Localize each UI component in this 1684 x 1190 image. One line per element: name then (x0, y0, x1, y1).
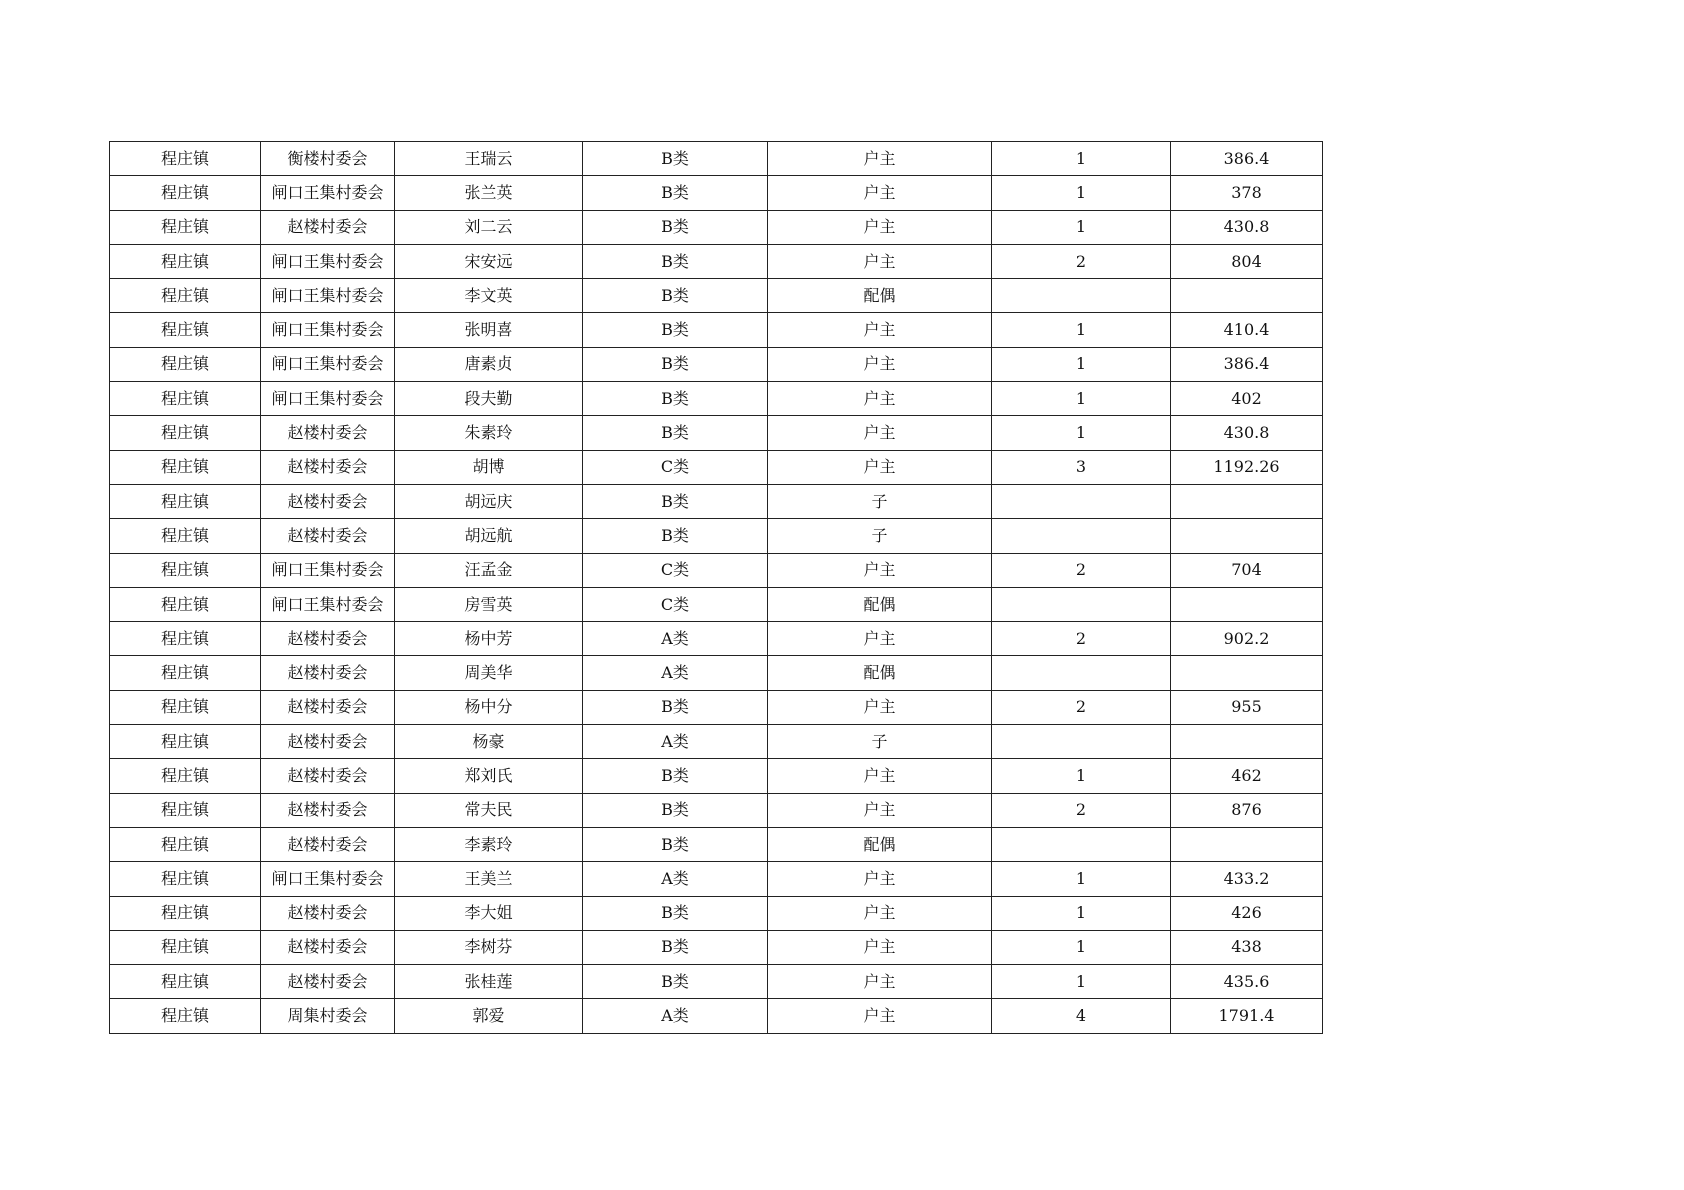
cell-relation: 户主 (768, 690, 992, 724)
cell-amount (1171, 519, 1323, 553)
cell-count: 3 (992, 450, 1171, 484)
cell-count: 2 (992, 793, 1171, 827)
cell-category: B类 (583, 759, 768, 793)
cell-amount (1171, 587, 1323, 621)
cell-category: B类 (583, 244, 768, 278)
cell-count (992, 827, 1171, 861)
cell-village: 闸口王集村委会 (261, 313, 395, 347)
cell-amount (1171, 827, 1323, 861)
cell-category: B类 (583, 484, 768, 518)
cell-town: 程庄镇 (110, 827, 261, 861)
cell-village: 闸口王集村委会 (261, 244, 395, 278)
table-row (110, 690, 1323, 724)
cell-relation: 配偶 (768, 587, 992, 621)
cell-town: 程庄镇 (110, 484, 261, 518)
cell-name: 李大姐 (395, 896, 583, 930)
cell-count (992, 519, 1171, 553)
cell-town: 程庄镇 (110, 519, 261, 553)
cell-relation: 户主 (768, 553, 992, 587)
cell-name: 杨中分 (395, 690, 583, 724)
cell-village: 赵楼村委会 (261, 484, 395, 518)
cell-village: 赵楼村委会 (261, 656, 395, 690)
cell-count (992, 725, 1171, 759)
cell-village: 赵楼村委会 (261, 793, 395, 827)
cell-category: B类 (583, 347, 768, 381)
cell-amount: 462 (1171, 759, 1323, 793)
table-body (110, 142, 1323, 1034)
cell-name: 段夫勤 (395, 382, 583, 416)
cell-category: B类 (583, 896, 768, 930)
cell-name: 房雪英 (395, 587, 583, 621)
cell-village: 闸口王集村委会 (261, 176, 395, 210)
cell-village: 赵楼村委会 (261, 519, 395, 553)
cell-amount: 704 (1171, 553, 1323, 587)
table-row (110, 656, 1323, 690)
cell-category: B类 (583, 519, 768, 553)
table-row (110, 347, 1323, 381)
cell-name: 朱素玲 (395, 416, 583, 450)
cell-count: 1 (992, 862, 1171, 896)
cell-count (992, 656, 1171, 690)
cell-name: 张明喜 (395, 313, 583, 347)
cell-category: B类 (583, 930, 768, 964)
cell-relation: 配偶 (768, 827, 992, 861)
table-row (110, 176, 1323, 210)
cell-relation: 户主 (768, 965, 992, 999)
cell-amount (1171, 725, 1323, 759)
cell-name: 李素玲 (395, 827, 583, 861)
cell-town: 程庄镇 (110, 587, 261, 621)
cell-name: 郑刘氏 (395, 759, 583, 793)
cell-town: 程庄镇 (110, 176, 261, 210)
cell-category: B类 (583, 176, 768, 210)
cell-village: 赵楼村委会 (261, 896, 395, 930)
cell-relation: 户主 (768, 313, 992, 347)
cell-name: 杨中芳 (395, 622, 583, 656)
cell-relation: 户主 (768, 210, 992, 244)
cell-count: 1 (992, 347, 1171, 381)
table-row (110, 999, 1323, 1033)
cell-name: 汪孟金 (395, 553, 583, 587)
cell-count: 1 (992, 416, 1171, 450)
cell-category: A类 (583, 656, 768, 690)
cell-count: 1 (992, 759, 1171, 793)
table-row (110, 930, 1323, 964)
cell-town: 程庄镇 (110, 793, 261, 827)
cell-village: 赵楼村委会 (261, 690, 395, 724)
cell-category: A类 (583, 862, 768, 896)
cell-amount: 386.4 (1171, 142, 1323, 176)
cell-category: B类 (583, 313, 768, 347)
cell-category: B类 (583, 793, 768, 827)
cell-relation: 配偶 (768, 656, 992, 690)
table-row (110, 587, 1323, 621)
cell-relation: 户主 (768, 450, 992, 484)
cell-name: 唐素贞 (395, 347, 583, 381)
cell-relation: 户主 (768, 896, 992, 930)
cell-count: 4 (992, 999, 1171, 1033)
cell-category: C类 (583, 587, 768, 621)
cell-name: 李文英 (395, 279, 583, 313)
table-row (110, 382, 1323, 416)
cell-village: 闸口王集村委会 (261, 587, 395, 621)
table-row (110, 244, 1323, 278)
cell-village: 闸口王集村委会 (261, 347, 395, 381)
table-row (110, 313, 1323, 347)
table-row (110, 793, 1323, 827)
cell-category: C类 (583, 553, 768, 587)
cell-count: 2 (992, 690, 1171, 724)
cell-village: 赵楼村委会 (261, 827, 395, 861)
cell-name: 周美华 (395, 656, 583, 690)
cell-amount: 430.8 (1171, 416, 1323, 450)
cell-count: 1 (992, 965, 1171, 999)
cell-village: 赵楼村委会 (261, 416, 395, 450)
cell-amount: 386.4 (1171, 347, 1323, 381)
cell-count: 2 (992, 553, 1171, 587)
cell-amount: 1192.26 (1171, 450, 1323, 484)
cell-name: 郭爱 (395, 999, 583, 1033)
cell-town: 程庄镇 (110, 142, 261, 176)
cell-relation: 户主 (768, 142, 992, 176)
cell-amount: 378 (1171, 176, 1323, 210)
cell-amount (1171, 656, 1323, 690)
cell-category: A类 (583, 725, 768, 759)
cell-name: 李树芬 (395, 930, 583, 964)
cell-village: 周集村委会 (261, 999, 395, 1033)
cell-amount: 426 (1171, 896, 1323, 930)
cell-category: A类 (583, 622, 768, 656)
cell-village: 闸口王集村委会 (261, 553, 395, 587)
table-row (110, 142, 1323, 176)
cell-count: 1 (992, 176, 1171, 210)
cell-town: 程庄镇 (110, 759, 261, 793)
cell-count (992, 279, 1171, 313)
cell-relation: 户主 (768, 930, 992, 964)
cell-relation: 户主 (768, 347, 992, 381)
cell-village: 赵楼村委会 (261, 450, 395, 484)
cell-relation: 户主 (768, 416, 992, 450)
cell-relation: 户主 (768, 793, 992, 827)
cell-count: 1 (992, 313, 1171, 347)
cell-relation: 子 (768, 725, 992, 759)
cell-name: 胡博 (395, 450, 583, 484)
table-row (110, 553, 1323, 587)
cell-town: 程庄镇 (110, 450, 261, 484)
table-row (110, 896, 1323, 930)
cell-category: B类 (583, 142, 768, 176)
cell-name: 王瑞云 (395, 142, 583, 176)
cell-town: 程庄镇 (110, 279, 261, 313)
cell-relation: 户主 (768, 176, 992, 210)
table-row (110, 416, 1323, 450)
cell-name: 王美兰 (395, 862, 583, 896)
cell-amount: 410.4 (1171, 313, 1323, 347)
cell-category: B类 (583, 382, 768, 416)
cell-count: 2 (992, 622, 1171, 656)
cell-town: 程庄镇 (110, 896, 261, 930)
cell-town: 程庄镇 (110, 862, 261, 896)
cell-count: 1 (992, 930, 1171, 964)
cell-village: 赵楼村委会 (261, 965, 395, 999)
table-row (110, 450, 1323, 484)
cell-relation: 子 (768, 484, 992, 518)
cell-name: 宋安远 (395, 244, 583, 278)
table-row (110, 827, 1323, 861)
table-row (110, 622, 1323, 656)
cell-village: 衡楼村委会 (261, 142, 395, 176)
cell-town: 程庄镇 (110, 965, 261, 999)
cell-count (992, 587, 1171, 621)
cell-amount: 1791.4 (1171, 999, 1323, 1033)
cell-amount: 430.8 (1171, 210, 1323, 244)
cell-name: 刘二云 (395, 210, 583, 244)
table-row (110, 210, 1323, 244)
cell-name: 常夫民 (395, 793, 583, 827)
cell-village: 赵楼村委会 (261, 759, 395, 793)
cell-name: 胡远庆 (395, 484, 583, 518)
cell-amount: 902.2 (1171, 622, 1323, 656)
cell-amount (1171, 279, 1323, 313)
cell-amount: 433.2 (1171, 862, 1323, 896)
cell-amount: 804 (1171, 244, 1323, 278)
cell-category: B类 (583, 690, 768, 724)
cell-town: 程庄镇 (110, 930, 261, 964)
table-row (110, 279, 1323, 313)
cell-count: 1 (992, 896, 1171, 930)
cell-category: C类 (583, 450, 768, 484)
cell-name: 杨豪 (395, 725, 583, 759)
cell-count: 2 (992, 244, 1171, 278)
cell-town: 程庄镇 (110, 416, 261, 450)
cell-village: 赵楼村委会 (261, 210, 395, 244)
cell-relation: 户主 (768, 862, 992, 896)
cell-town: 程庄镇 (110, 313, 261, 347)
cell-village: 闸口王集村委会 (261, 382, 395, 416)
cell-town: 程庄镇 (110, 999, 261, 1033)
cell-town: 程庄镇 (110, 210, 261, 244)
table-row (110, 965, 1323, 999)
cell-category: B类 (583, 416, 768, 450)
cell-amount: 438 (1171, 930, 1323, 964)
cell-relation: 户主 (768, 999, 992, 1033)
cell-town: 程庄镇 (110, 553, 261, 587)
cell-name: 张桂莲 (395, 965, 583, 999)
cell-town: 程庄镇 (110, 725, 261, 759)
cell-category: B类 (583, 965, 768, 999)
table-row (110, 484, 1323, 518)
cell-relation: 户主 (768, 244, 992, 278)
table-row (110, 519, 1323, 553)
table-row (110, 759, 1323, 793)
cell-relation: 户主 (768, 382, 992, 416)
cell-town: 程庄镇 (110, 347, 261, 381)
cell-category: B类 (583, 279, 768, 313)
cell-village: 闸口王集村委会 (261, 862, 395, 896)
cell-village: 赵楼村委会 (261, 622, 395, 656)
cell-count: 1 (992, 382, 1171, 416)
cell-category: B类 (583, 210, 768, 244)
table-row (110, 725, 1323, 759)
cell-village: 闸口王集村委会 (261, 279, 395, 313)
cell-town: 程庄镇 (110, 656, 261, 690)
cell-town: 程庄镇 (110, 622, 261, 656)
cell-category: A类 (583, 999, 768, 1033)
cell-village: 赵楼村委会 (261, 930, 395, 964)
cell-relation: 配偶 (768, 279, 992, 313)
table-row (110, 862, 1323, 896)
cell-amount (1171, 484, 1323, 518)
cell-category: B类 (583, 827, 768, 861)
cell-amount: 435.6 (1171, 965, 1323, 999)
cell-town: 程庄镇 (110, 382, 261, 416)
cell-count: 1 (992, 210, 1171, 244)
cell-relation: 户主 (768, 759, 992, 793)
cell-town: 程庄镇 (110, 690, 261, 724)
cell-village: 赵楼村委会 (261, 725, 395, 759)
cell-relation: 子 (768, 519, 992, 553)
cell-count: 1 (992, 142, 1171, 176)
cell-relation: 户主 (768, 622, 992, 656)
cell-amount: 955 (1171, 690, 1323, 724)
cell-name: 张兰英 (395, 176, 583, 210)
cell-count (992, 484, 1171, 518)
cell-town: 程庄镇 (110, 244, 261, 278)
cell-amount: 876 (1171, 793, 1323, 827)
cell-name: 胡远航 (395, 519, 583, 553)
data-table (109, 141, 1323, 1034)
cell-amount: 402 (1171, 382, 1323, 416)
